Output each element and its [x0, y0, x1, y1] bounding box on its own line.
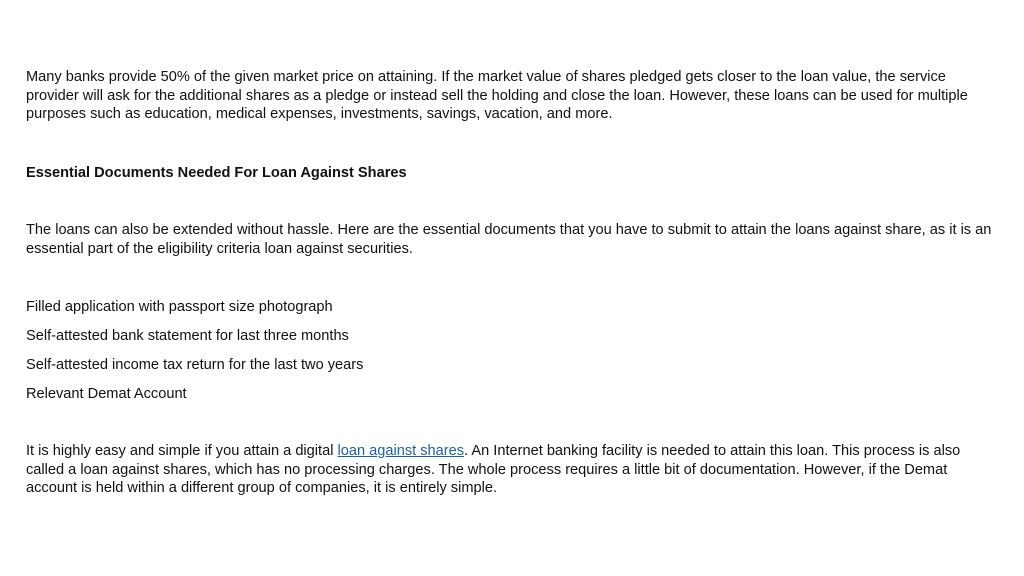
document-body [26, 68, 992, 498]
closing-paragraph [26, 442, 992, 498]
intro-paragraph: Many banks provide 50% of the given market price on attaining. If the market value of shares pledged gets closer to the loan value, the service provider will ask for the additional shares as a pledge or instead sell the holding and close the loan. However, these loans can be used for multiple purposes such as education, medical expenses, investments, savings, vacation, and more. [26, 69, 968, 123]
closing-text-after-link: . An Internet banking facility is needed to attain this loan. This process is also called a loan against shares, which has no processing charges. The whole process requires a little bit of documentation. However, if the Demat account is held within a different group of companies, it is entirely simple. [26, 443, 961, 497]
closing-text-before-link: It is highly easy and simple if you attain a digital [26, 443, 338, 460]
list-item: Relevant Demat Account [26, 385, 187, 402]
list-item: Self-attested bank statement for last three months [26, 327, 349, 344]
loan-against-shares-link[interactable]: loan against shares [337, 443, 465, 460]
documents-list [26, 298, 992, 404]
section-heading: Essential Documents Needed For Loan Against Shares [26, 164, 407, 181]
documents-intro-paragraph: The loans can also be extended without hassle. Here are the essential documents that you have to submit to attain the loans against share, as it is an essential part of the eligibility criteria loan against securities. [26, 222, 992, 257]
list-item: Self-attested income tax return for the last two years [26, 356, 364, 373]
list-item: Filled application with passport size photograph [26, 298, 333, 315]
